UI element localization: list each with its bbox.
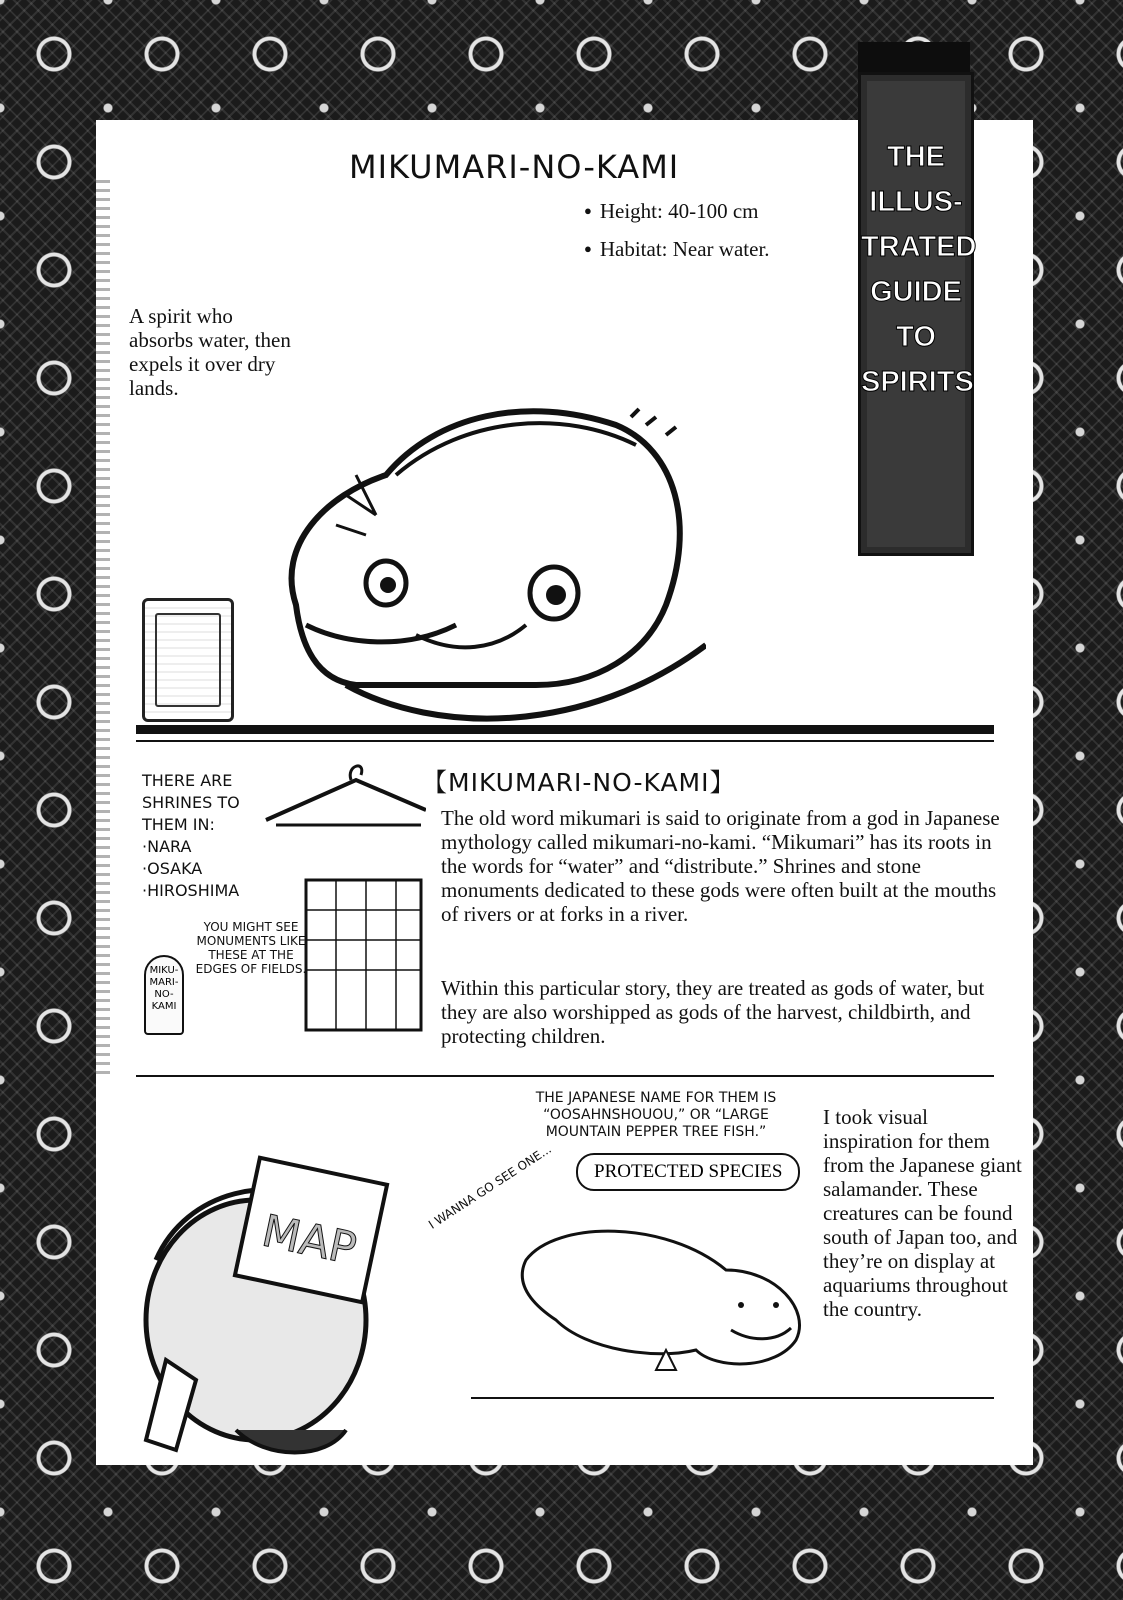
page-title: MIKUMARI-NO-KAMI <box>349 148 680 186</box>
article-paragraph-2: Within this particular story, they are treated as gods of water, but they are also worshipped as gods of the harvest, childbirth, and protecting children. <box>441 976 985 1048</box>
article-paragraph-1: The old word mikumari is said to originate from a god in Japanese mythology called mikumari-no-kami. “Mikumari” has its roots in the words for “water” and “distribute.” Shrines and stone monuments dedicated to these gods were often built at the mouths of rivers or at forks in a river. <box>441 806 1000 926</box>
stat-height: ● Height: 40-100 cm <box>584 199 770 224</box>
stat-habitat: ● Habitat: Near water. <box>584 237 770 262</box>
wanna-see-caption: I WANNA GO SEE ONE... <box>426 1141 554 1232</box>
japanese-name-note: THE JAPANESE NAME FOR THEM IS “OOSAHNSHOUOU,” OR “LARGE MOUNTAIN PEPPER TREE FISH.” <box>535 1090 777 1140</box>
banner-line: GUIDE <box>870 276 962 308</box>
banner-line: TO <box>896 321 936 353</box>
banner-line: SPIRITS <box>861 366 974 398</box>
map-label: MAP <box>257 1205 361 1276</box>
artist-seal <box>142 598 234 722</box>
shrine-place: · NARA <box>142 836 262 858</box>
spirit-description: A spirit who absorbs water, then expels it over dry lands. <box>129 304 291 400</box>
banner-title <box>861 135 977 405</box>
shrine-place: · OSAKA <box>142 858 262 880</box>
stats-list <box>584 199 770 275</box>
guide-banner <box>858 72 977 556</box>
section-heading: 【MIKUMARI-NO-KAMI】 <box>422 768 736 797</box>
banner-line: THE <box>887 141 945 173</box>
mikumari-illustration <box>236 305 706 725</box>
banner-line: ILLUS- <box>869 186 963 218</box>
stone-monument: MIKU-MARI-NO-KAMI <box>144 955 184 1035</box>
divider-thick <box>136 725 994 734</box>
protected-species-badge: PROTECTED SPECIES <box>576 1153 800 1191</box>
shrines-note <box>142 770 262 902</box>
divider-bottom <box>471 1397 994 1399</box>
salamander-illustration <box>496 1200 816 1380</box>
divider-middle <box>136 1075 994 1077</box>
shrine-place: · HIROSHIMA <box>142 880 262 902</box>
salamander-paragraph: I took visual inspiration for them from the Japanese giant salamander. These creatures can be found south of Japan too, and they’re on display at aquariums throughout the country. <box>823 1105 1022 1321</box>
shrine-places <box>142 836 262 902</box>
divider-thin <box>136 740 994 742</box>
shrine-illustration <box>246 760 426 1070</box>
monuments-note: YOU MIGHT SEE MONUMENTS LIKE THESE AT THE EDGES OF FIELDS. <box>195 920 307 976</box>
banner-line: TRATED <box>861 231 977 263</box>
girl-with-map-illustration <box>96 1130 426 1465</box>
shrines-intro: THERE ARE SHRINES TO THEM IN: <box>142 771 240 834</box>
